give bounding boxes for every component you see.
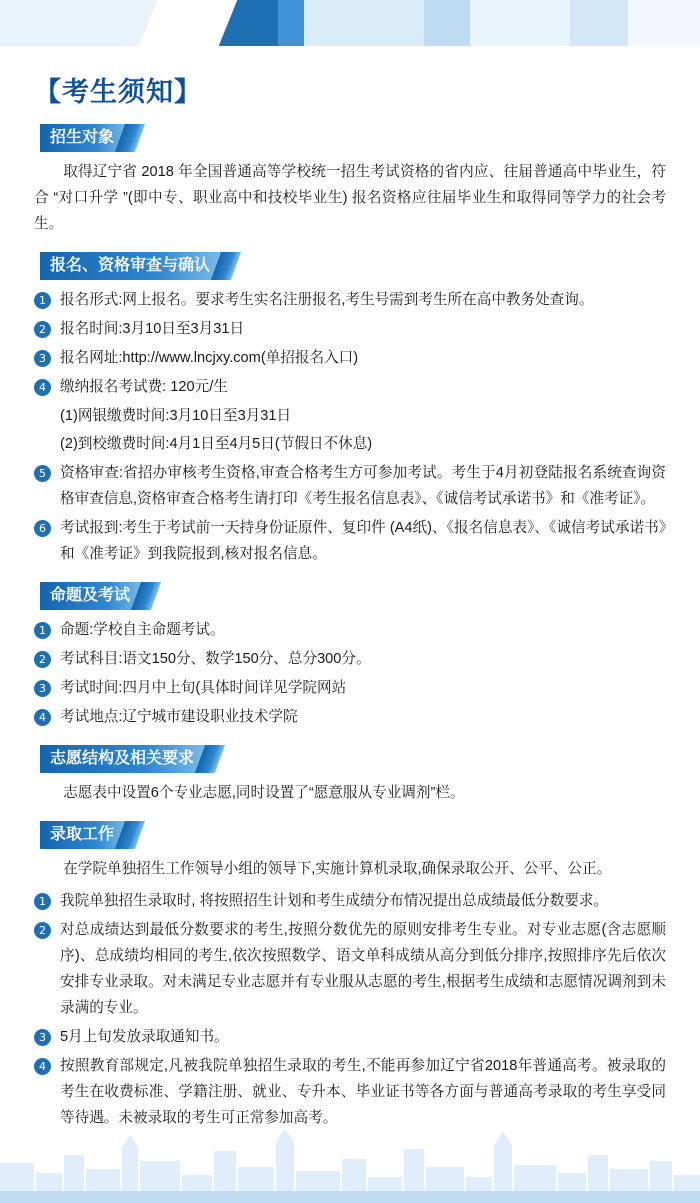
list-item (34, 288, 666, 314)
list-item-number: 4 (34, 379, 51, 396)
list-item-text: 对总成绩达到最低分数要求的考生,按照分数优先的原则安排考生专业。对专业志愿(含志愿顺序)、总成绩均相同的考生,依次按照数学、语文单科成绩从高分到低分排序,按照排序先后依次安排专业录取。对未满足专业志愿并有专业服从志愿的考生,根据考生成绩和志愿情况调剂到未录满的专业。 (60, 921, 666, 1016)
list-item-text: 报名时间:3月10日至3月31日 (60, 321, 245, 338)
list-item-text: 考试报到:考生于考试前一天持身份证原件、复印件 (A4纸)、《报名信息表》、《诚信考试承诺书》和《准考证》到我院报到,核对报名信息。 (60, 520, 666, 563)
section-heading-label: 招生对象 (50, 129, 115, 147)
section-heading (40, 252, 666, 280)
list-item (34, 705, 666, 731)
band-block-9 (628, 0, 700, 46)
list-item (34, 1025, 666, 1051)
section-heading (40, 745, 666, 773)
list-item-text: 命题:学校自主命题考试。 (60, 621, 225, 638)
list-subitem: (2)到校缴费时间:4月1日至4月5日(节假日不休息) (60, 436, 373, 453)
list-item-number: 2 (34, 651, 51, 668)
list-item-number: 1 (34, 622, 51, 639)
section (34, 252, 666, 568)
list-item-number: 4 (34, 1058, 51, 1075)
list-item-number: 4 (34, 709, 51, 726)
list-item-number: 6 (34, 520, 51, 537)
list-item (34, 1054, 666, 1132)
decorative-top-band (0, 0, 700, 46)
list-item-number: 3 (34, 350, 51, 367)
list-item (34, 918, 666, 1022)
list-item-text: 资格审查:省招办审核考生资格,审查合格考生方可参加考试。考生于4月初登陆报名系统查询资格审查信息,资格审查合格考生请打印《考生报名信息表》、《诚信考试承诺书》和《准考证》。 (60, 465, 666, 508)
list-item-text: 5月上旬发放录取通知书。 (60, 1028, 229, 1045)
list-item (34, 317, 666, 343)
numbered-list (34, 618, 666, 731)
list-item-text: 报名形式:网上报名。要求考生实名注册报名,考生号需到考生所在高中教务处查询。 (60, 292, 594, 309)
list-item-text: 缴纳报名考试费: 120元/生 (60, 379, 228, 396)
list-subitem: (1)网银缴费时间:3月10日至3月31日 (60, 408, 292, 425)
list-item-text: 报名网址:http://www.lncjxy.com(单招报名入口) (60, 350, 359, 367)
list-item-number: 3 (34, 680, 51, 697)
list-item (34, 375, 666, 401)
band-block-8 (570, 0, 628, 46)
list-item-text: 考试科目:语文150分、数学150分、总分300分。 (60, 650, 371, 667)
list-item-text: 考试时间:四月中上旬(具体时间详见学院网站 (60, 679, 347, 696)
list-item-number: 2 (34, 922, 51, 939)
numbered-list (34, 889, 666, 1132)
list-item (34, 516, 666, 568)
band-block-7 (470, 0, 570, 46)
section (34, 821, 666, 1132)
section-heading (40, 821, 666, 849)
section-heading (40, 124, 666, 152)
list-item-text: 考试地点:辽宁城市建设职业技术学院 (60, 708, 298, 725)
page-title: 【考生须知】 (34, 77, 202, 107)
section-paragraph: 志愿表中设置6个专业志愿,同时设置了“愿意服从专业调剂”栏。 (63, 784, 465, 801)
section-heading-label: 录取工作 (50, 825, 115, 843)
list-item (34, 346, 666, 372)
band-block-6 (424, 0, 470, 46)
section-heading-label: 命题及考试 (50, 586, 131, 604)
section (34, 582, 666, 731)
section-heading (40, 582, 666, 610)
list-item-number: 1 (34, 893, 51, 910)
list-item (34, 647, 666, 673)
list-item-text: 我院单独招生录取时, 将按照招生计划和考生成绩分布情况提出总成绩最低分数要求。 (60, 892, 609, 909)
list-item-text: 按照教育部规定,凡被我院单独招生录取的考生,不能再参加辽宁省2018年普通高考。被录取的考生在收费标准、学籍注册、就业、专升本、毕业证书等各方面与普通高考录取的考生享受同等待遇。未被录取的考生可正常参加高考。 (60, 1057, 666, 1126)
list-item-number: 1 (34, 292, 51, 309)
list-item (34, 461, 666, 513)
section-list (34, 124, 666, 1131)
section-heading-label: 志愿结构及相关要求 (50, 749, 195, 767)
list-item (34, 889, 666, 915)
section-paragraph: 取得辽宁省 2018 年全国普通高等学校统一招生考试资格的省内应、往届普通高中毕业生，符合 “对口升学 ”(即中专、职业高中和技校毕业生) 报名资格应往届毕业生和取得同等学力的社会考生。 (34, 164, 666, 233)
list-item-number: 5 (34, 465, 51, 482)
list-item (34, 676, 666, 702)
document-body (0, 46, 700, 1136)
section (34, 745, 666, 807)
list-item-number: 2 (34, 321, 51, 338)
section (34, 124, 666, 238)
band-block-5 (304, 0, 424, 46)
numbered-list (34, 288, 666, 568)
section-paragraph: 在学院单独招生工作领导小组的领导下,实施计算机录取,确保录取公开、公平、公正。 (63, 860, 612, 877)
section-heading-label: 报名、资格审查与确认 (50, 257, 211, 275)
band-block-4 (278, 0, 304, 46)
list-item (34, 618, 666, 644)
list-item-number: 3 (34, 1029, 51, 1046)
